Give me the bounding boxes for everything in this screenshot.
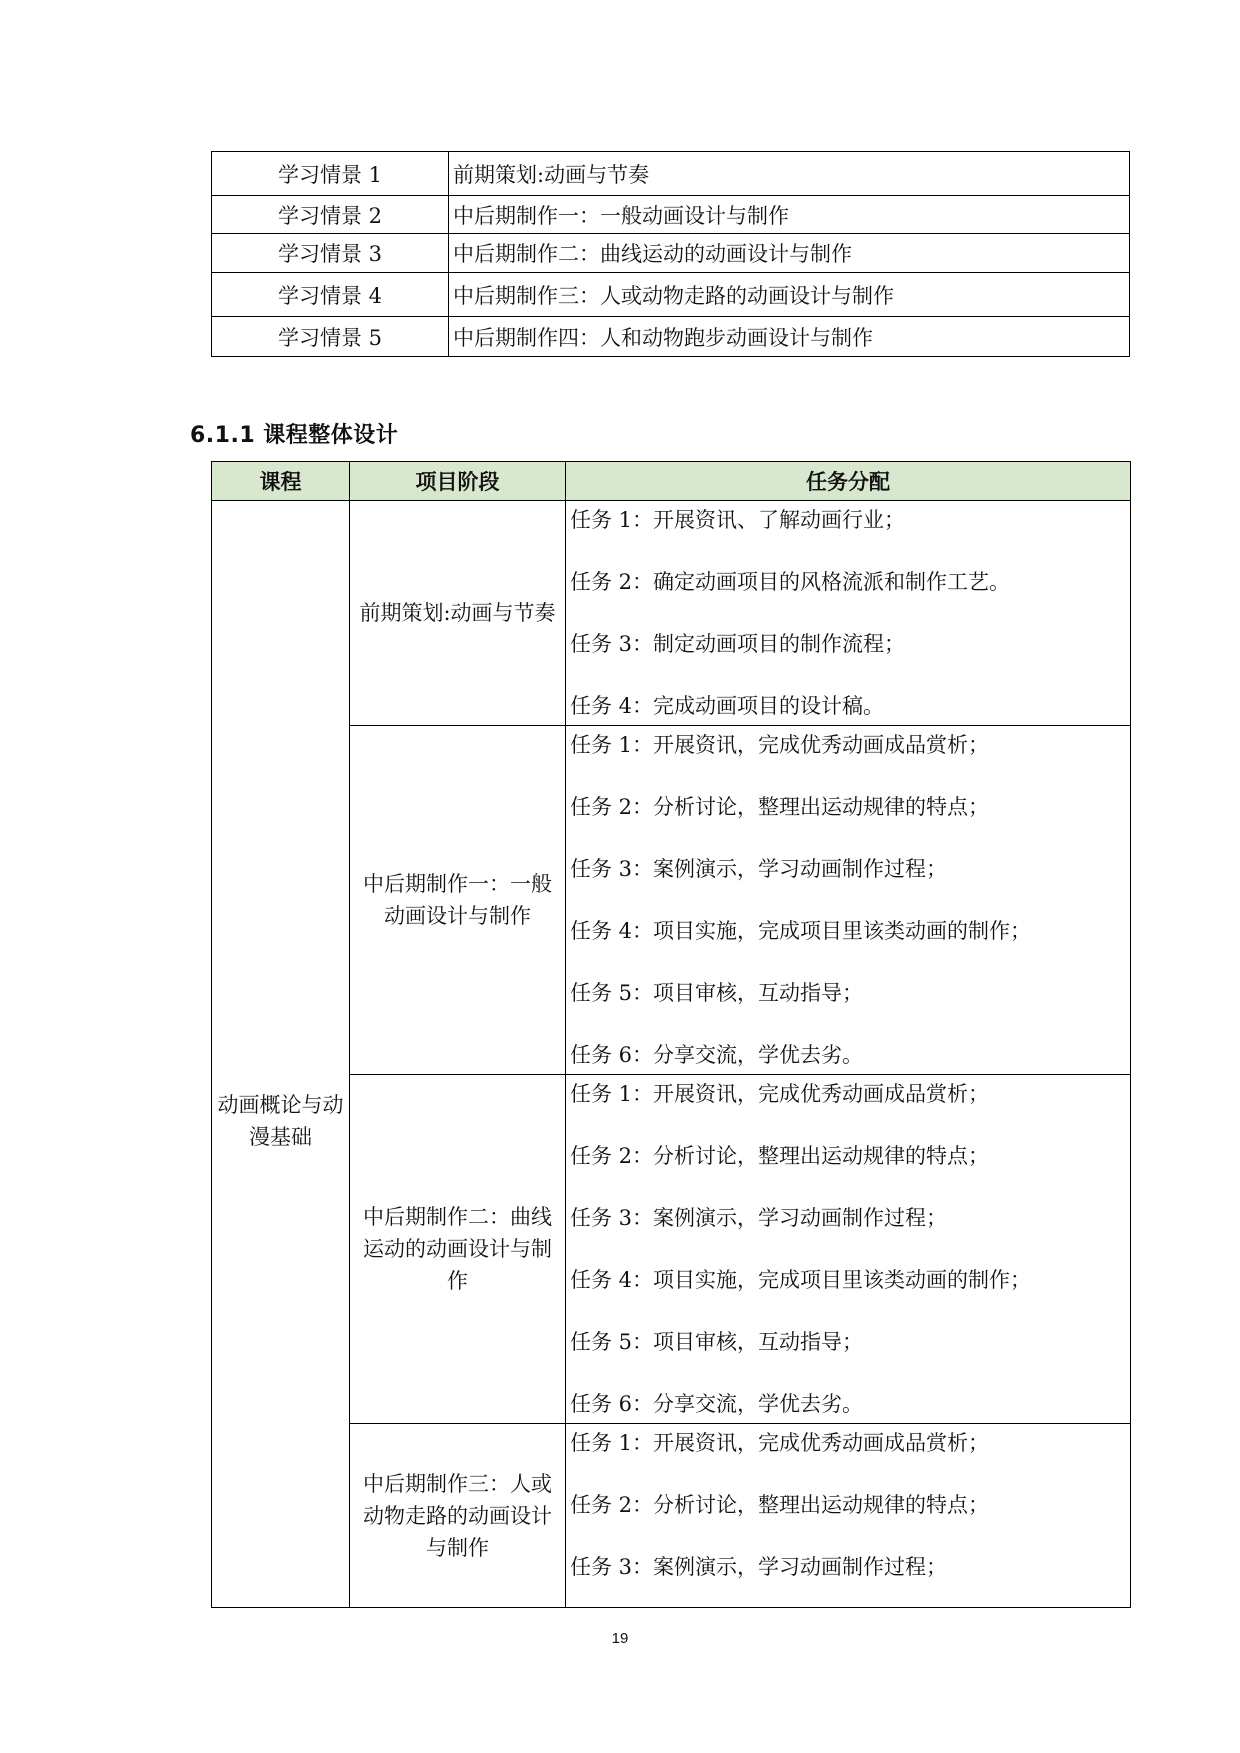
task-list — [566, 501, 1131, 726]
header-project-stage: 项目阶段 — [350, 462, 566, 501]
scenario-label: 学习情景 3 — [212, 234, 449, 273]
stage-row — [212, 501, 1131, 726]
stage-name: 中后期制作一：一般动画设计与制作 — [350, 726, 566, 1075]
task-item: 任务 2：确定动画项目的风格流派和制作工艺。 — [570, 570, 1011, 594]
stage-row — [212, 726, 1131, 1075]
task-item: 任务 3：案例演示，学习动画制作过程； — [570, 1206, 948, 1230]
task-item: 任务 1：开展资讯、了解动画行业； — [570, 508, 906, 532]
scenario-row — [212, 152, 1130, 196]
course-design-table — [211, 461, 1131, 1608]
task-list — [566, 1075, 1131, 1424]
scenario-label: 学习情景 2 — [212, 196, 449, 234]
learning-scenario-table — [211, 151, 1130, 357]
scenario-content: 中后期制作四：人和动物跑步动画设计与制作 — [449, 317, 1130, 357]
task-item: 任务 4：完成动画项目的设计稿。 — [570, 694, 885, 718]
scenario-content: 前期策划:动画与节奏 — [449, 152, 1130, 196]
task-item: 任务 5：项目审核，互动指导； — [570, 1330, 864, 1354]
scenario-label: 学习情景 5 — [212, 317, 449, 357]
task-list — [566, 1424, 1131, 1608]
stage-name: 中后期制作三：人或动物走路的动画设计与制作 — [350, 1424, 566, 1608]
scenario-row — [212, 317, 1130, 357]
section-heading: 6.1.1 课程整体设计 — [190, 423, 399, 448]
scenario-content: 中后期制作三：人或动物走路的动画设计与制作 — [449, 273, 1130, 317]
task-item: 任务 2：分析讨论，整理出运动规律的特点； — [570, 1144, 990, 1168]
task-item: 任务 3：制定动画项目的制作流程； — [570, 632, 906, 656]
course-name: 动画概论与动漫基础 — [217, 1093, 344, 1149]
scenario-label: 学习情景 1 — [212, 152, 449, 196]
scenario-row — [212, 273, 1130, 317]
page-number: 19 — [611, 1630, 629, 1647]
course-name-cell — [212, 501, 350, 1608]
stage-row — [212, 1424, 1131, 1608]
task-item: 任务 1：开展资讯，完成优秀动画成品赏析； — [570, 1082, 990, 1106]
scenario-label: 学习情景 4 — [212, 273, 449, 317]
task-item: 任务 1：开展资讯，完成优秀动画成品赏析； — [570, 733, 990, 757]
task-item: 任务 1：开展资讯，完成优秀动画成品赏析； — [570, 1431, 990, 1455]
header-task-allocation: 任务分配 — [566, 462, 1131, 501]
task-item: 任务 2：分析讨论，整理出运动规律的特点； — [570, 795, 990, 819]
stage-name: 中后期制作二：曲线运动的动画设计与制作 — [350, 1075, 566, 1424]
task-item: 任务 5：项目审核，互动指导； — [570, 981, 864, 1005]
scenario-content: 中后期制作一：一般动画设计与制作 — [449, 196, 1130, 234]
table-header-row — [212, 462, 1131, 501]
task-item: 任务 4：项目实施，完成项目里该类动画的制作； — [570, 1268, 1032, 1292]
stage-row — [212, 1075, 1131, 1424]
scenario-content: 中后期制作二：曲线运动的动画设计与制作 — [449, 234, 1130, 273]
task-item: 任务 2：分析讨论，整理出运动规律的特点； — [570, 1493, 990, 1517]
task-item: 任务 4：项目实施，完成项目里该类动画的制作； — [570, 919, 1032, 943]
task-item: 任务 3：案例演示，学习动画制作过程； — [570, 857, 948, 881]
stage-name: 前期策划:动画与节奏 — [350, 501, 566, 726]
task-list — [566, 726, 1131, 1075]
scenario-row — [212, 196, 1130, 234]
task-item: 任务 3：案例演示，学习动画制作过程； — [570, 1555, 948, 1579]
task-item: 任务 6：分享交流，学优去劣。 — [570, 1392, 864, 1416]
header-course: 课程 — [212, 462, 350, 501]
scenario-row — [212, 234, 1130, 273]
task-item: 任务 6：分享交流，学优去劣。 — [570, 1043, 864, 1067]
